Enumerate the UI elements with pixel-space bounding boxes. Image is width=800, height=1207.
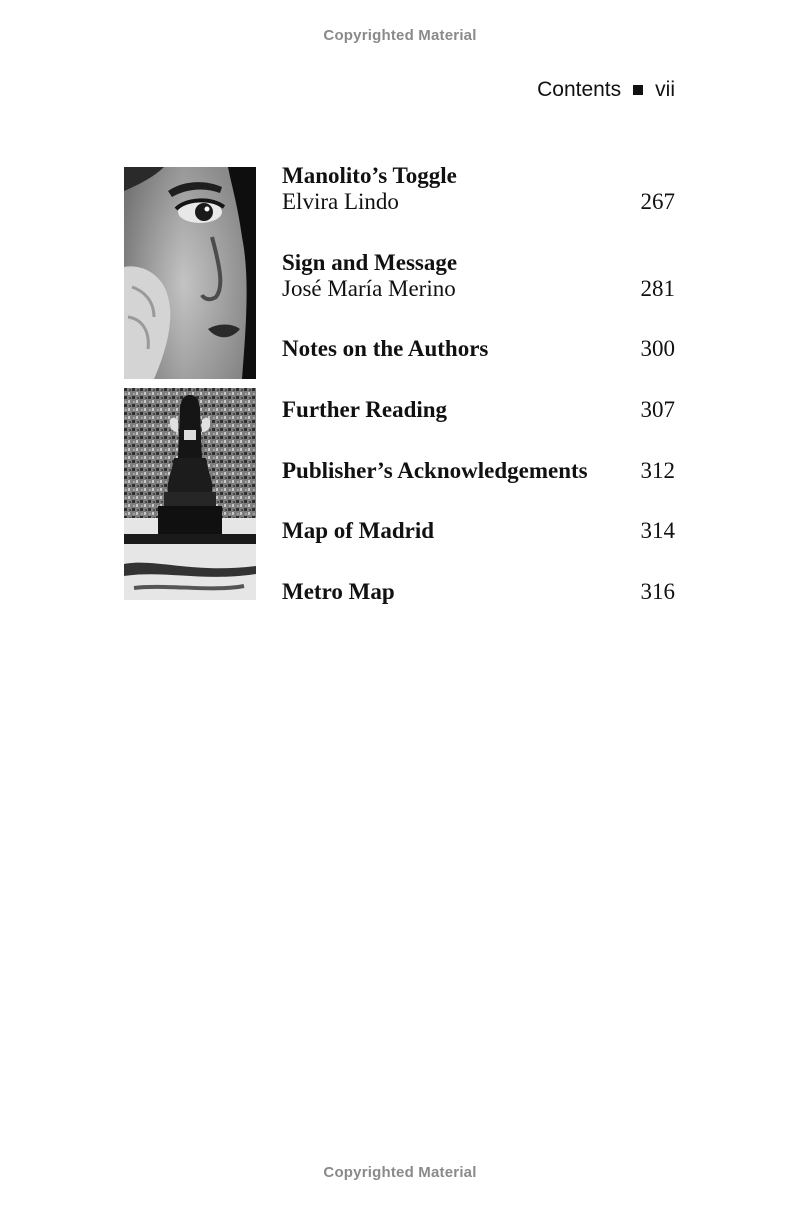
statue-photo — [124, 388, 256, 600]
toc-entry-author: José María Merino — [282, 276, 456, 301]
toc-entry-title: Further Reading — [282, 397, 448, 422]
toc-entry-page: 281 — [640, 276, 675, 301]
running-head-page-number: vii — [655, 78, 675, 101]
toc-entry-page: 300 — [640, 336, 675, 361]
toc-entry-title: Notes on the Authors — [282, 336, 489, 361]
toc-entry[interactable] — [282, 458, 675, 484]
running-head — [537, 78, 675, 102]
toc-entry[interactable] — [282, 163, 675, 215]
toc-entry-page: 312 — [640, 458, 675, 483]
toc-entry-author: Elvira Lindo — [282, 189, 399, 214]
toc-entry-page: 307 — [640, 397, 675, 422]
toc-entry-page: 267 — [640, 189, 675, 214]
toc-entry-title: Manolito’s Toggle — [282, 163, 457, 188]
running-head-section: Contents — [537, 78, 622, 101]
toc-entry[interactable] — [282, 579, 675, 605]
toc-entry[interactable] — [282, 336, 675, 362]
toc-entry-title: Map of Madrid — [282, 518, 435, 543]
toc-entry-page: 314 — [640, 518, 675, 543]
toc-entry-title: Publisher’s Acknowledgements — [282, 458, 588, 483]
square-separator-icon — [633, 85, 643, 95]
face-photo — [124, 167, 256, 379]
copyright-watermark-top: Copyrighted Material — [323, 27, 477, 44]
toc-entry[interactable] — [282, 518, 675, 544]
toc-entry-page: 316 — [640, 579, 675, 604]
toc-entry[interactable] — [282, 250, 675, 302]
toc-entry-title: Metro Map — [282, 579, 395, 604]
toc-entry-title: Sign and Message — [282, 250, 458, 275]
copyright-watermark-bottom: Copyrighted Material — [323, 1164, 477, 1181]
toc-entry[interactable] — [282, 397, 675, 423]
